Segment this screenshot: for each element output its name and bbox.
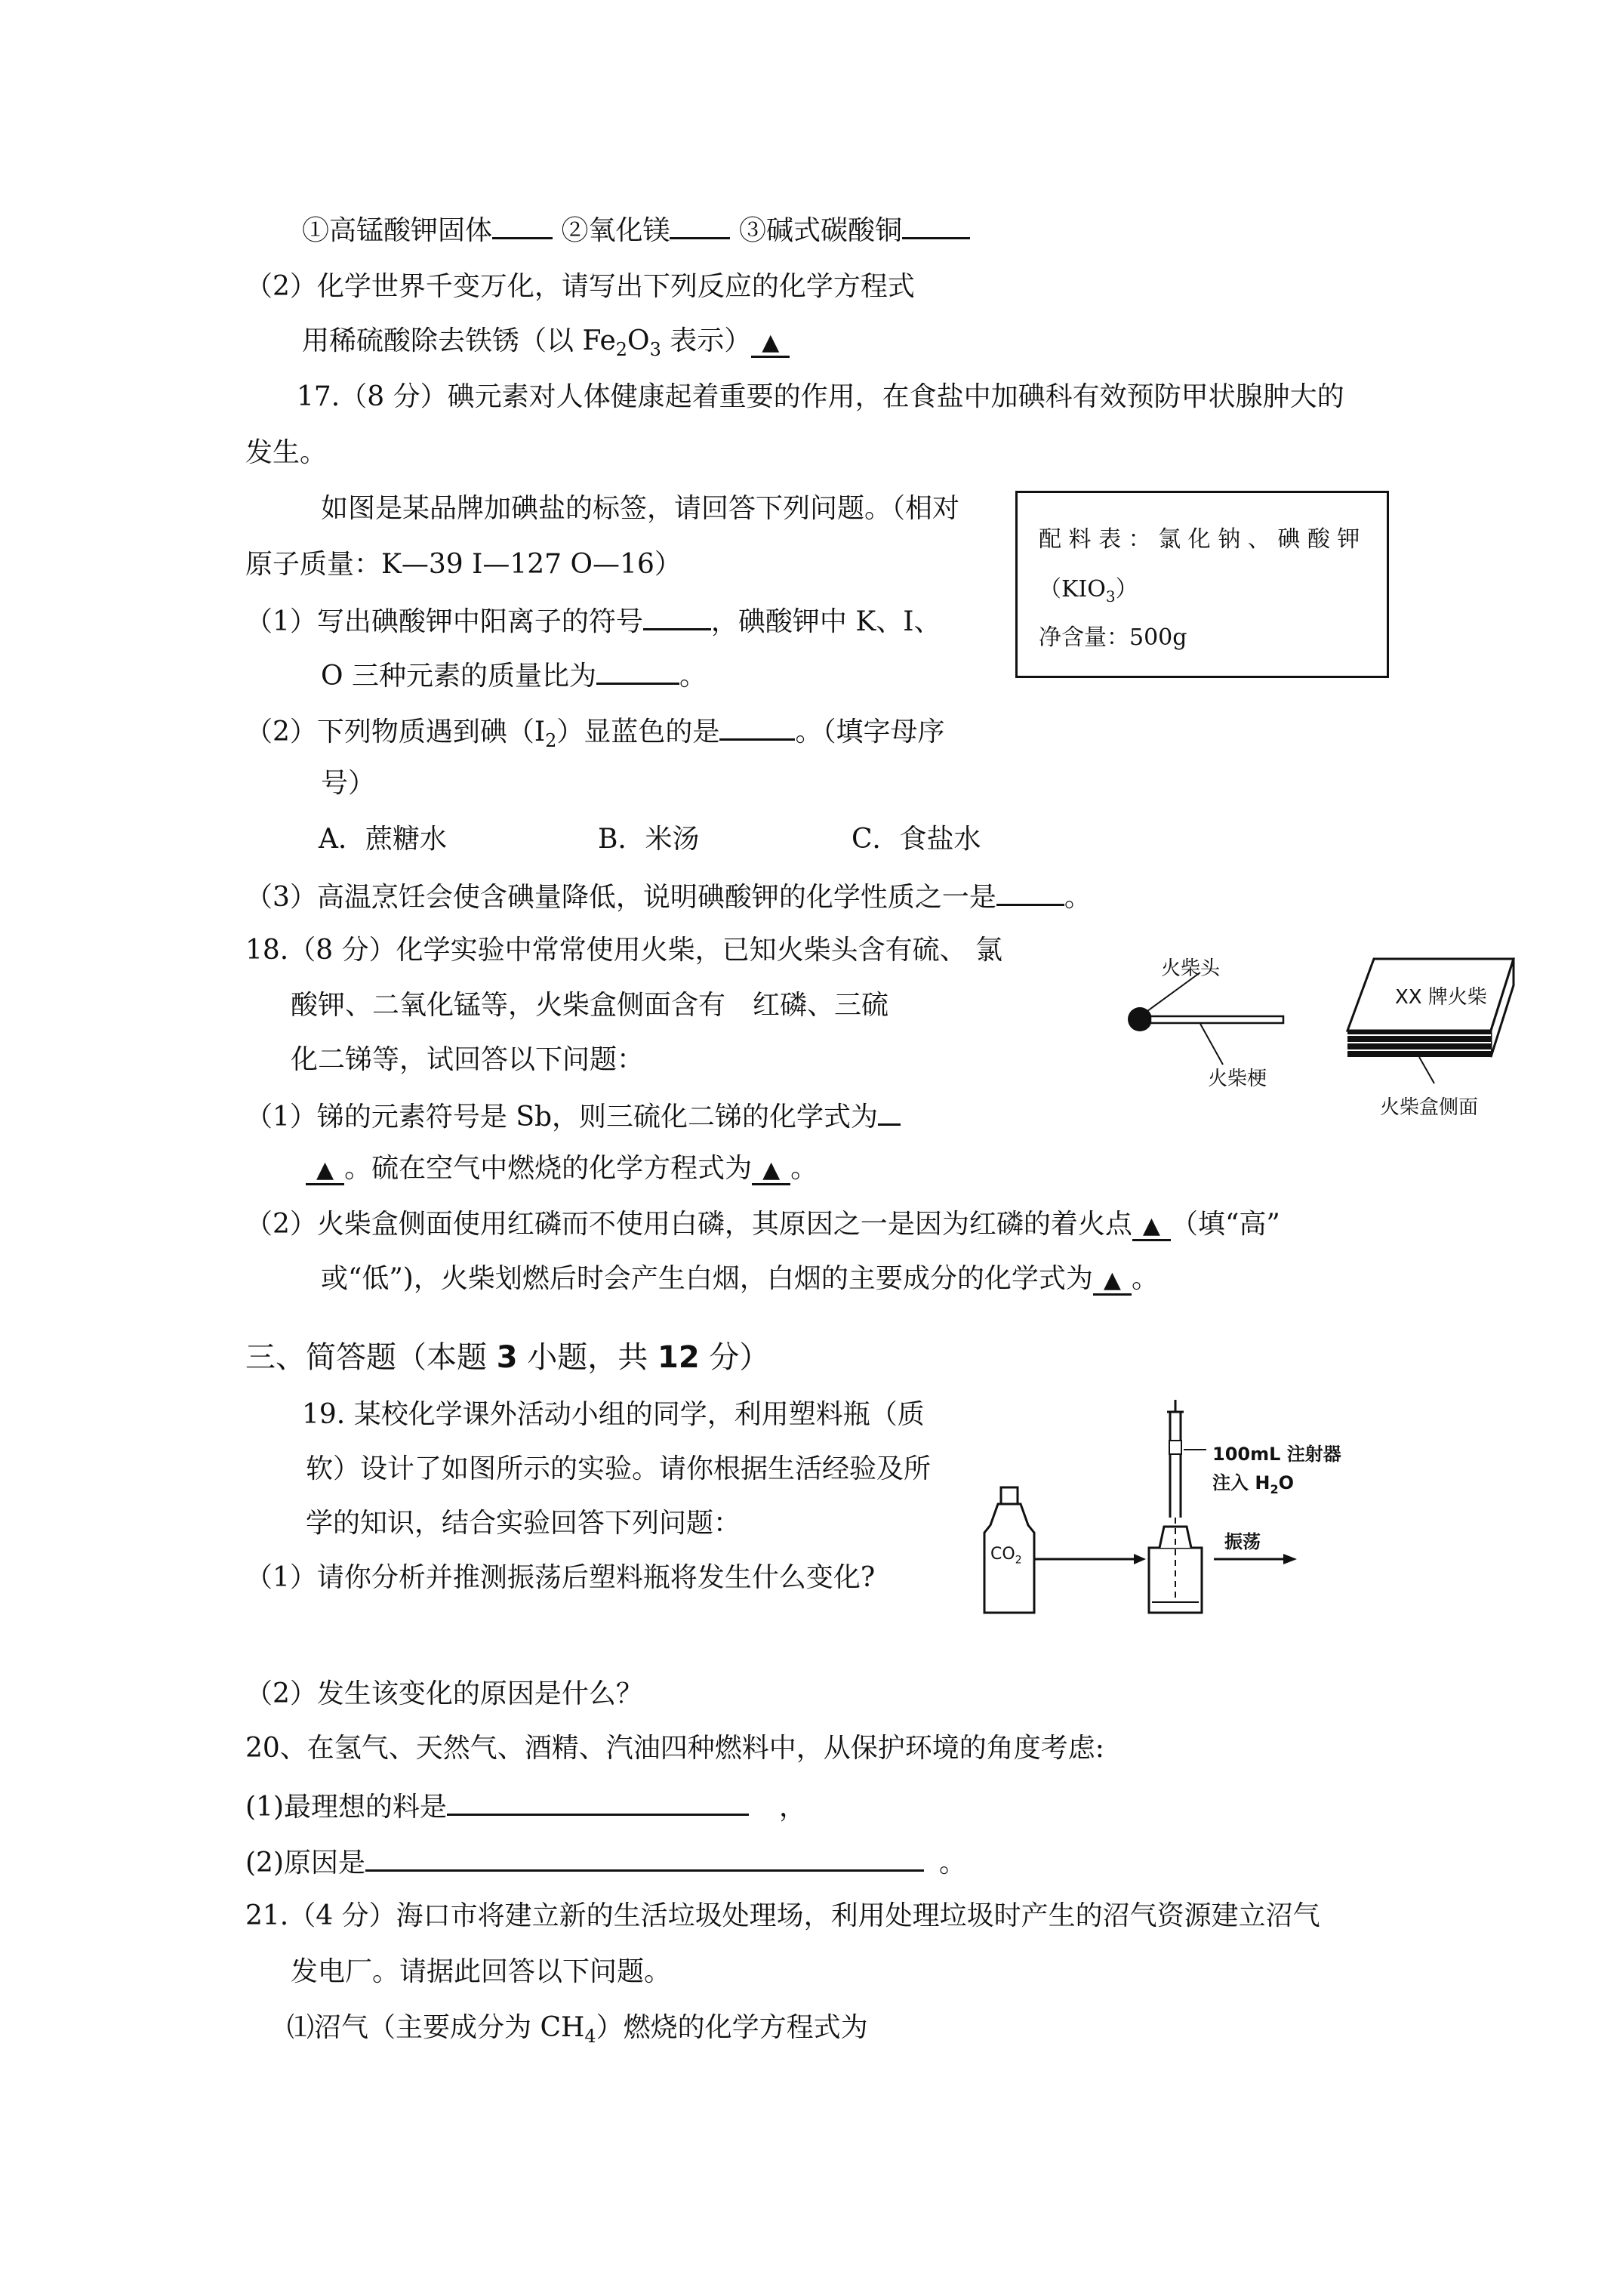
match-stick-label: 火柴梗 (1208, 1068, 1267, 1090)
q18-title-cont: 酸钾、二氧化锰等，火柴盒侧面含有 红磷、三硫 (291, 990, 889, 1021)
q17-part1-cont: O 三种元素的质量比为 。 (321, 657, 707, 693)
answer-blank[interactable] (878, 1098, 901, 1126)
q16-part2: （2）化学世界千变万化，请写出下列反应的化学方程式 (245, 271, 915, 302)
q17-intro: 如图是某品牌加碘盐的标签，请回答下列问题。（相对 (321, 493, 960, 524)
matchbox-side-label: 火柴盒侧面 (1380, 1096, 1479, 1119)
triangle-mark-icon: ▲ (1103, 1267, 1121, 1293)
answer-blank[interactable] (1132, 1212, 1171, 1241)
q17-part2: （2）下列物质遇到碘$(I_2)$显蓝色的是 。（填字母序 (245, 713, 944, 757)
match-head-icon (1128, 1007, 1152, 1031)
q19-title-cont: 软）设计了如图所示的实验。请你根据生活经验及所 (306, 1453, 932, 1484)
triangle-mark-icon: ▲ (1142, 1213, 1160, 1239)
q18-title-cont2: 化二锑等，试回答以下问题： (291, 1044, 645, 1075)
co2-label: $CO_2$ (990, 1545, 1022, 1567)
co2-bottle-figure (966, 1397, 1374, 1623)
q17-part3: （3）高温烹饪会使含碘量降低，说明碘酸钾的化学性质之一是 。 (245, 878, 1092, 914)
matchbox-brand-label: XX 牌火柴 (1395, 986, 1487, 1009)
answer-blank[interactable] (902, 211, 970, 239)
section-heading: 三、简答题（本题 3 小题，共 12 分） (245, 1340, 770, 1375)
answer-blank[interactable] (719, 713, 795, 741)
q21-part1: ⑴沼气（主要成分为 $CH_4$）燃烧的化学方程式为 (287, 2012, 868, 2048)
answer-blank[interactable] (643, 603, 711, 630)
answer-blank[interactable] (306, 1156, 344, 1185)
q21-title: 21.（4 分）海口市将建立新的生活垃圾处理场，利用处理垃圾时产生的沼气资源建立沼气 (245, 1900, 1320, 1931)
q19-title: 19. 某校化学课外活动小组的同学，利用塑料瓶（质 (302, 1399, 925, 1430)
answer-blank[interactable] (596, 657, 679, 685)
answer-blank[interactable] (751, 328, 790, 358)
q16-line-substances: ①高锰酸钾固体 ②氧化镁 ③碱式碳酸铜 (302, 211, 970, 248)
answer-blank[interactable] (996, 878, 1064, 906)
q18-part2-cont: 或“低”)，火柴划燃后时会产生白烟，白烟的主要成分的化学式为 ▲ 。 (321, 1263, 1159, 1294)
q17-option-c[interactable]: C．食盐水 (852, 824, 981, 855)
answer-blank[interactable] (492, 211, 553, 239)
label-formula: $(KIO_3)$ (1039, 576, 1138, 606)
q17-option-a[interactable]: A．蔗糖水 (319, 824, 447, 855)
leader-line (1200, 1024, 1223, 1065)
match-stick-icon (1150, 1016, 1283, 1023)
leader-line (1419, 1057, 1434, 1083)
q17-part2-cont: 号） (321, 768, 376, 799)
q18-title: 18.（8 分）化学实验中常常使用火柴，已知火柴头含有硫、 氯 (245, 935, 1003, 966)
answer-blank[interactable] (1093, 1266, 1132, 1296)
arrow-head-icon (1134, 1554, 1146, 1564)
q18-part2: （2）火柴盒侧面使用红磷而不使用白磷，其原因之一是因为红磷的着火点 ▲ （填“高” (245, 1209, 1280, 1240)
q17-title-cont: 发生。 (245, 437, 328, 468)
match-head-label: 火柴头 (1161, 957, 1221, 980)
answer-blank[interactable] (365, 1844, 924, 1872)
q18-part1: （1）锑的元素符号是 Sb，则三硫化二锑的化学式为 (245, 1098, 901, 1134)
q17-part1: （1）写出碘酸钾中阳离子的符号 ，碘酸钾中 K、I、 (245, 603, 941, 639)
q20-part1: (1)最理想的料是 ， (245, 1788, 806, 1824)
q17-option-b[interactable]: B．米汤 (598, 824, 700, 855)
salt-label-box (1015, 491, 1389, 678)
answer-blank[interactable] (447, 1788, 749, 1816)
q17-intro-cont: 原子质量：K—39 I—127 O—16） (245, 549, 682, 580)
answer-blank[interactable] (752, 1156, 790, 1185)
q16-rust-line: 用稀硫酸除去铁锈（以 $Fe_2O_3$ 表示） ▲ (302, 325, 790, 366)
q21-title-cont: 发电厂。请据此回答以下问题。 (291, 1956, 672, 1987)
label-ingredients: 配 料 表 ： 氯 化 钠 、 碘 酸 钾 (1039, 526, 1360, 553)
syringe-label: 100mL 注射器 (1212, 1444, 1341, 1465)
q19-part2: （2）发生该变化的原因是什么？ (245, 1678, 643, 1709)
triangle-mark-icon: ▲ (762, 1157, 781, 1183)
inject-water-label: 注入 $H_2O$ (1212, 1472, 1294, 1496)
answer-blank[interactable] (670, 211, 730, 239)
q20-part2: (2)原因是 。 (245, 1844, 966, 1880)
q19-title-cont2: 学的知识，结合实验回答下列问题： (306, 1508, 741, 1539)
shake-label: 振荡 (1224, 1531, 1261, 1552)
q17-title: 17.（8 分）碘元素对人体健康起着重要的作用，在食盐中加碘科有效预防甲状腺肿大的 (297, 381, 1344, 412)
triangle-mark-icon: ▲ (316, 1157, 334, 1183)
q20-title: 20、在氢气、天然气、酒精、汽油四种燃料中，从保护环境的角度考虑: (245, 1733, 1104, 1764)
triangle-mark-icon: ▲ (762, 329, 780, 356)
q19-part1: （1）请你分析并推测振荡后塑料瓶将发生什么变化? (245, 1562, 876, 1593)
label-net-weight: 净含量：500g (1039, 624, 1187, 651)
bottle-icon (1149, 1548, 1202, 1613)
arrow-head-icon (1283, 1554, 1297, 1564)
bottle-cap-icon (1001, 1487, 1018, 1504)
q18-part1-cont: ▲ 。硫在空气中燃烧的化学方程式为 ▲ 。 (306, 1152, 818, 1185)
